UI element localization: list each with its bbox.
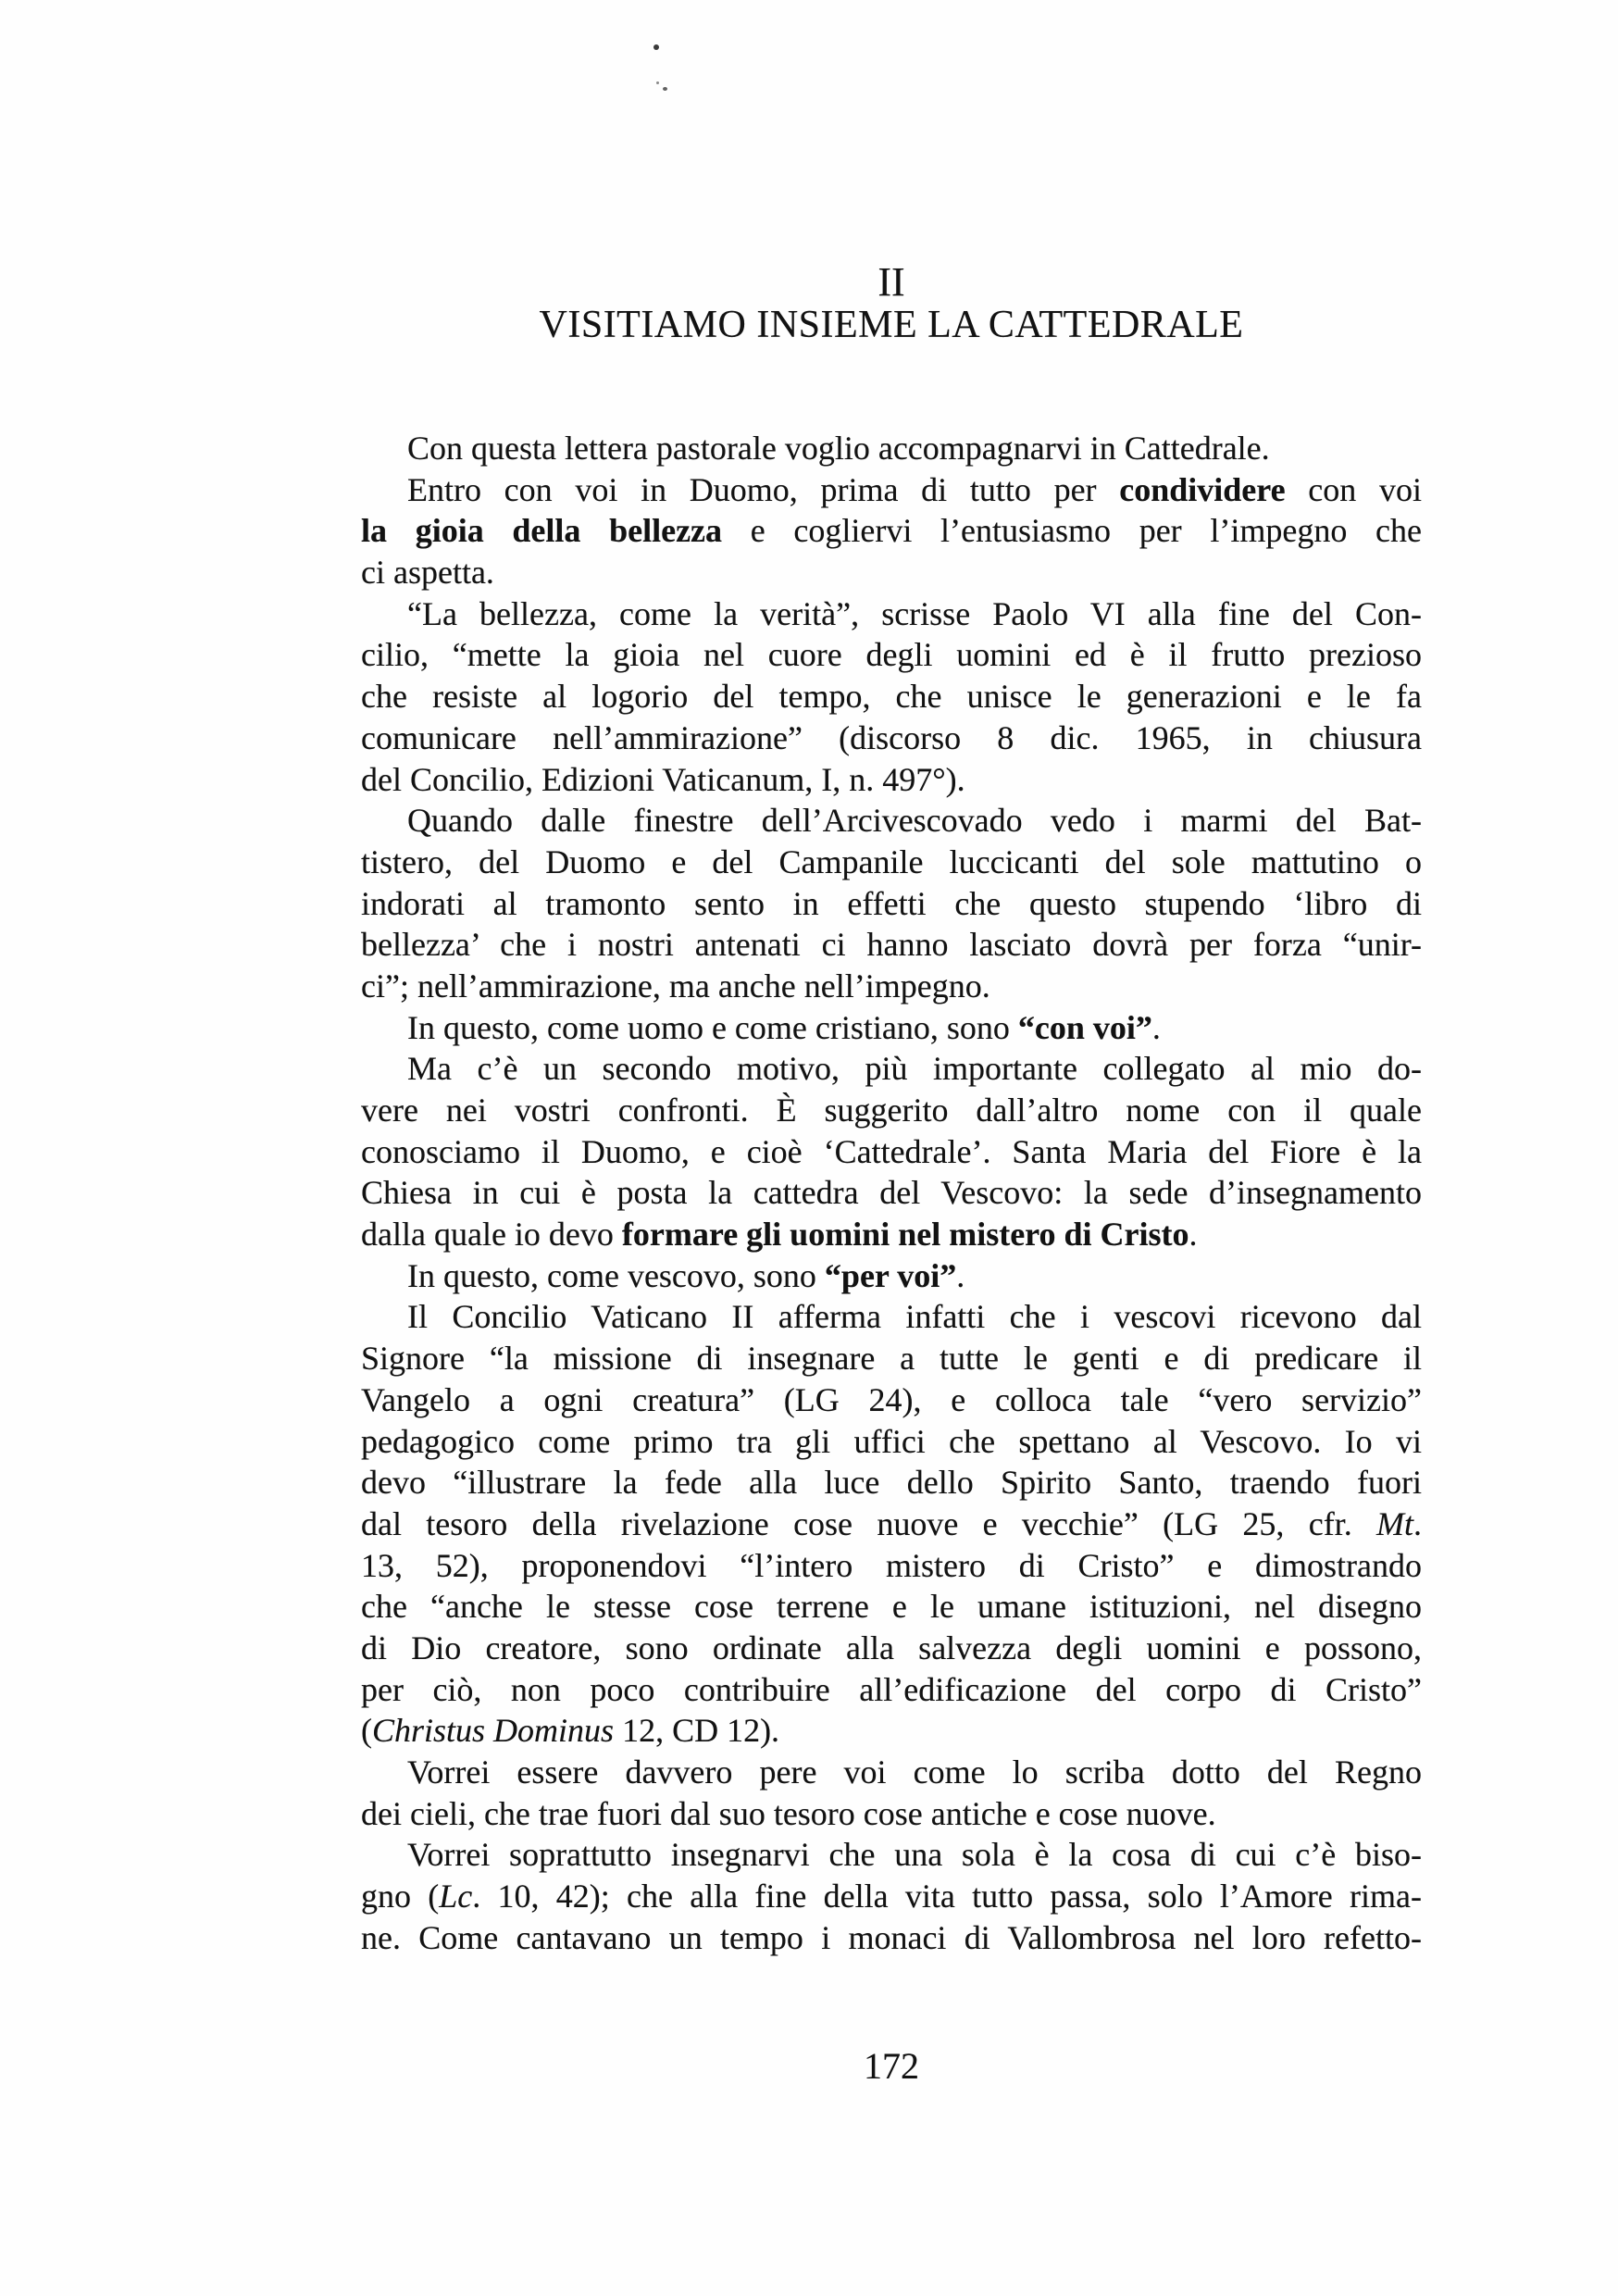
text-run: “con voi” xyxy=(1017,1008,1152,1046)
text-run: per ciò, non poco contribuire all’edificazione del corpo di Cristo” xyxy=(361,1670,1422,1708)
text-line xyxy=(361,1586,1422,1628)
text-run: In questo, come uomo e come cristiano, sono xyxy=(407,1008,1018,1046)
text-run: del Concilio, Edizioni Vaticanum, I, n. 497°). xyxy=(361,760,965,798)
text-line xyxy=(361,676,1422,718)
text-line xyxy=(361,718,1422,759)
chapter-heading xyxy=(361,261,1422,346)
text-run: conosciamo il Duomo, e cioè ‘Cattedrale’. Santa Maria del Fiore è la xyxy=(361,1132,1422,1170)
text-run: . xyxy=(1189,1216,1198,1254)
text-run: ne. Come cantavano un tempo i monaci di Vallombrosa nel loro refetto- xyxy=(361,1918,1422,1956)
text-line xyxy=(361,510,1422,552)
text-run: ci”; nell’ammirazione, ma anche nell’impegno. xyxy=(361,967,990,1004)
text-line xyxy=(361,1710,1422,1752)
text-line xyxy=(361,1379,1422,1421)
text-line xyxy=(361,924,1422,966)
text-run: bellezza’ che i nostri antenati ci hanno lasciato dovrà per forza “unir- xyxy=(361,926,1422,964)
text-run: Con questa lettera pastorale voglio accompagnarvi in Cattedrale. xyxy=(407,430,1270,467)
text-line xyxy=(361,1917,1422,1959)
text-line xyxy=(361,1131,1422,1173)
text-run: Quando dalle finestre dell’Arcivescovado vedo i marmi del Bat- xyxy=(407,802,1422,840)
text-line xyxy=(361,800,1422,842)
text-line xyxy=(361,1545,1422,1587)
text-run: formare gli uomini nel mistero di Cristo xyxy=(621,1216,1189,1254)
text-run: dei cieli, che trae fuori dal suo tesoro cose antiche e cose nuove. xyxy=(361,1794,1216,1832)
text-line xyxy=(361,1834,1422,1876)
text-line xyxy=(361,1876,1422,1917)
text-line xyxy=(361,552,1422,593)
scan-speck xyxy=(653,44,659,50)
text-run: Il Concilio Vaticano II afferma infatti che i vescovi ricevono dal xyxy=(407,1298,1422,1336)
text-run: Lc xyxy=(439,1878,473,1915)
text-run: ci aspetta. xyxy=(361,554,494,592)
scan-speck xyxy=(656,81,659,84)
text-line xyxy=(361,1504,1422,1545)
text-line xyxy=(361,1172,1422,1214)
page-title: VISITIAMO INSIEME LA CATTEDRALE xyxy=(539,304,1244,346)
text-body xyxy=(361,428,1422,1958)
text-run: di Dio creatore, sono ordinate alla salvezza degli uomini e possono, xyxy=(361,1628,1422,1666)
text-line xyxy=(361,1048,1422,1090)
text-run: Vangelo a ogni creatura” (LG 24), e colloca tale “vero servizio” xyxy=(361,1380,1422,1418)
text-run: e cogliervi l’entusiasmo per l’impegno che xyxy=(722,512,1422,550)
text-line xyxy=(361,1090,1422,1131)
text-run: tistero, del Duomo e del Campanile luccicanti del sole mattutino o xyxy=(361,842,1422,880)
text-line xyxy=(361,1255,1422,1297)
text-run: Entro con voi in Duomo, prima di tutto per xyxy=(407,470,1120,508)
text-line xyxy=(361,1628,1422,1669)
text-line xyxy=(361,883,1422,925)
text-line xyxy=(361,1007,1422,1049)
page-number: 172 xyxy=(864,2045,919,2087)
text-line xyxy=(361,1793,1422,1835)
text-line xyxy=(361,1338,1422,1379)
text-line xyxy=(361,1462,1422,1504)
text-run: “La bellezza, come la verità”, scrisse Paolo VI alla fine del Con- xyxy=(407,594,1422,632)
text-line xyxy=(361,1752,1422,1793)
text-line xyxy=(361,1669,1422,1711)
text-run: la gioia della bellezza xyxy=(361,512,723,550)
text-run: che “anche le stesse cose terrene e le umane istituzioni, nel disegno xyxy=(361,1588,1422,1626)
text-run: indorati al tramonto sento in effetti che questo stupendo ‘libro di xyxy=(361,884,1422,922)
text-run: comunicare nell’ammirazione” (discorso 8 dic. 1965, in chiusura xyxy=(361,718,1422,756)
text-line xyxy=(361,1214,1422,1255)
text-run: 13, 52), proponendovi “l’intero mistero di Cristo” e dimostrando xyxy=(361,1546,1422,1584)
text-run: . xyxy=(1151,1008,1161,1046)
text-run: devo “illustrare la fede alla luce dello Spirito Santo, traendo fuori xyxy=(361,1464,1422,1502)
chapter-number: II xyxy=(877,259,905,305)
text-run: condividere xyxy=(1119,470,1286,508)
text-line xyxy=(361,842,1422,883)
text-run: Signore “la missione di insegnare a tutte le genti e di predicare il xyxy=(361,1340,1422,1378)
text-run: ( xyxy=(361,1712,372,1750)
text-run: Vorrei soprattutto insegnarvi che una sola è la cosa di cui c’è biso- xyxy=(407,1836,1422,1874)
text-run: In questo, come vescovo, sono xyxy=(407,1256,825,1294)
text-run: gno ( xyxy=(361,1878,440,1915)
text-line xyxy=(361,634,1422,676)
text-run: che resiste al logorio del tempo, che unisce le generazioni e le fa xyxy=(361,678,1422,716)
text-run: cilio, “mette la gioia nel cuore degli uomini ed è il frutto prezioso xyxy=(361,636,1422,674)
text-run: 12, CD 12). xyxy=(614,1712,780,1750)
text-run: Chiesa in cui è posta la cattedra del Vescovo: la sede d’insegnamento xyxy=(361,1174,1422,1212)
text-run: con voi xyxy=(1285,470,1422,508)
text-run: . 10, 42); che alla fine della vita tutto passa, solo l’Amore rima- xyxy=(472,1878,1422,1915)
text-line xyxy=(361,469,1422,511)
text-run: dal tesoro della rivelazione cose nuove e vecchie” (LG 25, cfr. xyxy=(361,1504,1376,1542)
text-run: vere nei vostri confronti. È suggerito dall’altro nome con il quale xyxy=(361,1092,1422,1129)
text-line xyxy=(361,1296,1422,1338)
text-run: Christus Dominus xyxy=(372,1712,615,1750)
text-run: “per voi” xyxy=(824,1256,957,1294)
text-line xyxy=(361,593,1422,635)
text-line xyxy=(361,1421,1422,1463)
text-run: dalla quale io devo xyxy=(361,1216,622,1254)
text-run: . xyxy=(1413,1504,1422,1542)
text-run: pedagogico come primo tra gli uffici che spettano al Vescovo. Io vi xyxy=(361,1422,1422,1460)
text-line xyxy=(361,966,1422,1007)
text-run: . xyxy=(956,1256,965,1294)
text-line xyxy=(361,428,1422,469)
text-line xyxy=(361,759,1422,801)
text-run: Vorrei essere davvero pere voi come lo scriba dotto del Regno xyxy=(407,1753,1422,1791)
text-run: Mt xyxy=(1376,1504,1413,1542)
scan-speck xyxy=(663,87,667,91)
text-run: Ma c’è un secondo motivo, più importante collegato al mio do- xyxy=(407,1050,1422,1088)
